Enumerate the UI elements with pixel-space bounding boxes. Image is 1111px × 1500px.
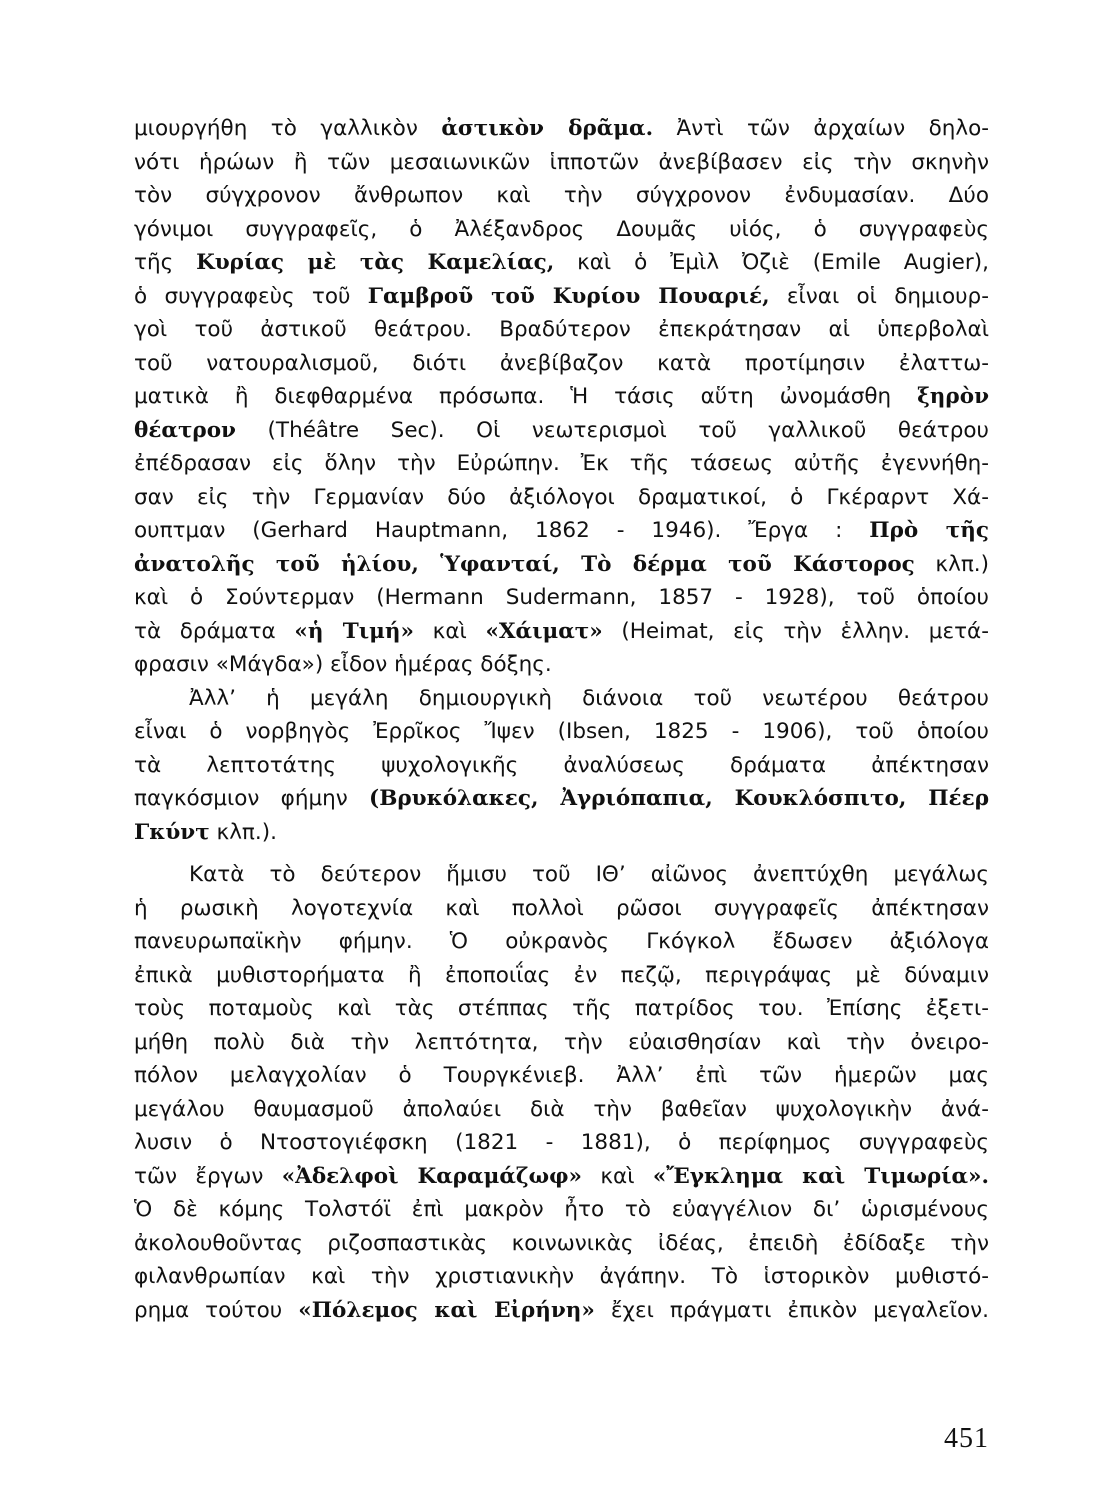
text-segment: ὁ συγγραφεὺς τοῦ — [134, 283, 368, 309]
text-line — [134, 1160, 989, 1194]
text-segment: τοὺς ποταμοὺς καὶ τὰς στέππας τῆς πατρίδος του. Ἐπίσης ἐξετι- — [134, 996, 989, 1021]
text-segment: φιλανθρωπίαν καὶ τὴν χριστιανικὴν ἀγάπην. Τὸ ἱστορικὸν μυθιστό- — [134, 1264, 989, 1289]
text-segment: ἀκολουθοῦντας ριζοσπαστικὰς κοινωνικὰς ἰδέας, ἐπειδὴ ἐδίδαξε τὴν — [134, 1230, 989, 1256]
text-segment: καὶ ὁ Σούντερμαν (Hermann Sudermann, 1857 - 1928), τοῦ ὁποίου — [134, 585, 989, 610]
text-segment: σαν εἰς τὴν Γερμανίαν δύο ἀξιόλογοι δραματικοί, ὁ Γκέραρντ Χά- — [134, 484, 989, 510]
bold-title: Γκύντ — [134, 819, 210, 845]
paragraph-gap — [134, 849, 989, 858]
text-line — [134, 1026, 989, 1060]
text-segment: πανευρωπαϊκὴν φήμην. Ὁ οὐκρανὸς Γκόγκολ ἔδωσεν ἀξιόλογα — [134, 929, 989, 954]
text-line — [134, 1126, 989, 1160]
text-line — [134, 715, 989, 749]
bold-title: ξηρὸν — [917, 384, 989, 409]
text-segment: ἐπέδρασαν εἰς ὅλην τὴν Εὐρώπην. Ἐκ τῆς τάσεως αὐτῆς ἐγεννήθη- — [134, 451, 989, 476]
text-segment: Ἀντὶ τῶν ἀρχαίων δηλο- — [653, 116, 989, 141]
text-segment: ἡ ρωσικὴ λογοτεχνία καὶ πολλοὶ ρῶσοι συγγραφεῖς ἀπέκτησαν — [134, 895, 989, 921]
text-line — [134, 816, 989, 850]
text-segment: Κατὰ τὸ δεύτερον ἥμισυ τοῦ ΙΘ’ αἰῶνος ἀνεπτύχθη μεγάλως — [189, 862, 989, 887]
text-segment: νότι ἡρώων ἢ τῶν μεσαιωνικῶν ἱπποτῶν ἀνεβίβασεν εἰς τὴν σκηνὴν — [134, 149, 989, 175]
text-segment: Ὁ δὲ κόμης Τολστόϊ ἐπὶ μακρὸν ἦτο τὸ εὐαγγέλιον δι’ ὡρισμένους — [134, 1197, 989, 1222]
text-line — [134, 892, 989, 926]
text-line — [134, 280, 989, 314]
text-line — [134, 648, 989, 682]
bold-title: (Βρυκόλακες, Ἀγριόπαπια, Κουκλόσπιτο, Πέερ — [369, 786, 989, 811]
text-line — [134, 347, 989, 381]
body-text — [134, 112, 989, 1327]
text-segment: κλπ.). — [209, 819, 277, 845]
text-segment: εἶναι ὁ νορβηγὸς Ἐρρῖκος Ἴψεν (Ibsen, 1825 - 1906), τοῦ ὁποίου — [134, 719, 989, 744]
text-line — [134, 782, 989, 816]
text-segment: μιουργήθη τὸ γαλλικὸν — [134, 116, 442, 141]
text-line — [134, 615, 989, 649]
text-line — [134, 414, 989, 448]
text-line — [134, 1294, 989, 1328]
bold-title: «Χάιματ» — [485, 618, 603, 644]
text-segment: τὰ λεπτοτάτης ψυχολογικῆς ἀναλύσεως δράματα ἀπέκτησαν — [134, 752, 989, 778]
text-segment: μεγάλου θαυμασμοῦ ἀπολαύει διὰ τὴν βαθεῖαν ψυχολογικὴν ἀνά- — [134, 1096, 989, 1122]
text-line — [134, 1059, 989, 1093]
text-segment: (Heimat, εἰς τὴν ἑλλην. μετά- — [602, 618, 989, 644]
text-segment: τὰ δράματα — [134, 618, 295, 644]
text-line — [134, 1227, 989, 1261]
text-segment: μήθη πολὺ διὰ τὴν λεπτότητα, τὴν εὐαισθησίαν καὶ τὴν ὀνειρο- — [134, 1029, 989, 1055]
text-segment: καὶ ὁ Ἐμὶλ Ὀζιὲ (Emile Augier), — [554, 250, 989, 275]
bold-title: ἀνατολῆς τοῦ ἡλίου, Ὑφανταί, Τὸ δέρμα τοῦ Κάστορος — [134, 551, 915, 577]
text-segment: φρασιν «Μάγδα») εἶδον ἡμέρας δόξης. — [134, 652, 552, 677]
text-segment: ἔχει πράγματι ἐπικὸν μεγαλεῖον. — [594, 1297, 989, 1323]
bold-title: «ἡ Τιμή» — [294, 618, 414, 644]
bold-title: Γαμβροῦ τοῦ Κυρίου Πουαριέ, — [367, 283, 770, 309]
text-line — [134, 112, 989, 146]
text-line — [134, 179, 989, 213]
text-segment: γοὶ τοῦ ἀστικοῦ θεάτρου. Βραδύτερον ἐπεκράτησαν αἱ ὑπερβολαὶ — [134, 317, 989, 342]
text-line — [134, 246, 989, 280]
text-segment: κλπ.) — [914, 551, 989, 577]
text-line — [134, 514, 989, 548]
text-segment: ἐπικὰ μυθιστορήματα ἢ ἐποποιΐας ἐν πεζῷ, περιγράψας μὲ δύναμιν — [134, 962, 989, 988]
text-line — [134, 992, 989, 1026]
text-line — [134, 447, 989, 481]
text-segment: παγκόσμιον φήμην — [134, 786, 370, 811]
bold-title: «Ἔγκλημα καὶ Τιμωρία». — [652, 1163, 989, 1189]
text-line — [134, 858, 989, 892]
text-line — [134, 380, 989, 414]
bold-title: θέατρον — [134, 417, 236, 443]
text-segment: πόλον μελαγχολίαν ὁ Τουργκένιεβ. Ἀλλ’ ἐπὶ τῶν ἡμερῶν μας — [134, 1063, 989, 1088]
text-line — [134, 481, 989, 515]
text-line — [134, 581, 989, 615]
text-segment: (Théâtre Sec). Οἱ νεωτερισμοὶ τοῦ γαλλικοῦ θεάτρου — [235, 417, 989, 443]
bold-title: Κυρίας μὲ τὰς Καμελίας, — [196, 250, 555, 275]
text-line — [134, 1193, 989, 1227]
bold-title: Πρὸ τῆς — [869, 518, 989, 543]
text-line — [134, 548, 989, 582]
text-segment: τὸν σύγχρονον ἄνθρωπον καὶ τὴν σύγχρονον ἐνδυμασίαν. Δύο — [134, 183, 989, 208]
text-line — [134, 1260, 989, 1294]
text-segment: ρημα τούτου — [134, 1297, 299, 1323]
text-segment: τῶν ἔργων — [134, 1163, 282, 1189]
text-line — [134, 146, 989, 180]
text-segment: ουπτμαν (Gerhard Hauptmann, 1862 - 1946). Ἔργα : — [134, 518, 870, 543]
text-segment: ματικὰ ἢ διεφθαρμένα πρόσωπα. Ἡ τάσις αὕτη ὠνομάσθη — [134, 384, 918, 409]
text-line — [134, 213, 989, 247]
text-segment: Ἀλλ’ ἡ μεγάλη δημιουργικὴ διάνοια τοῦ νεωτέρου θεάτρου — [189, 685, 989, 711]
text-line — [134, 959, 989, 993]
text-line — [134, 749, 989, 783]
text-segment: τῆς — [134, 250, 197, 275]
text-segment: καὶ — [582, 1163, 653, 1189]
text-segment: εἶναι οἱ δημιουρ- — [769, 283, 989, 309]
bold-title: «Ἀδελφοὶ Καραμάζωφ» — [281, 1163, 582, 1189]
text-segment: λυσιν ὁ Ντοστογιέφσκη (1821 - 1881), ὁ περίφημος συγγραφεὺς — [134, 1130, 989, 1155]
text-segment: τοῦ νατουραλισμοῦ, διότι ἀνεβίβαζον κατὰ προτίμησιν ἐλαττω- — [134, 350, 989, 376]
bold-title: «Πόλεμος καὶ Εἰρήνη» — [298, 1297, 595, 1323]
text-segment: γόνιμοι συγγραφεῖς, ὁ Ἀλέξανδρος Δουμᾶς υἱός, ὁ συγγραφεὺς — [134, 216, 989, 242]
bold-title: ἀστικὸν δρᾶμα. — [441, 116, 654, 141]
text-line — [134, 1093, 989, 1127]
page-number: 451 — [944, 1423, 989, 1454]
text-line — [134, 682, 989, 716]
text-line — [134, 925, 989, 959]
text-segment: καὶ — [413, 618, 486, 644]
text-line — [134, 313, 989, 347]
